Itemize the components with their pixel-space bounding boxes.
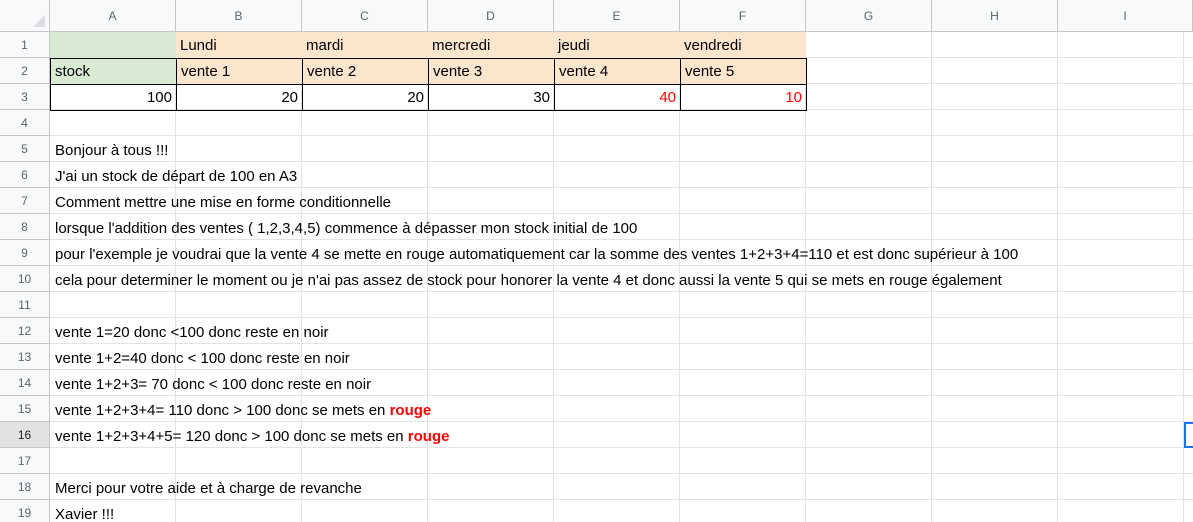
row-header[interactable]: 12	[0, 318, 50, 344]
cell-e2[interactable]: vente 4	[554, 58, 681, 85]
cell-a19[interactable]: Xavier !!!	[55, 505, 115, 522]
row-header[interactable]: 3	[0, 84, 50, 110]
row-header[interactable]: 7	[0, 188, 50, 214]
row-header-selected[interactable]: 16	[0, 422, 50, 448]
gridline	[50, 473, 1193, 474]
column-header-g[interactable]: G	[806, 0, 932, 32]
column-header-a[interactable]: A	[50, 0, 176, 32]
cell-a18[interactable]: Merci pour votre aide et à charge de revanche	[55, 479, 362, 497]
row-header[interactable]: 19	[0, 500, 50, 522]
cell-b3[interactable]: 20	[176, 84, 303, 111]
gridline	[50, 161, 1193, 162]
cell-a2[interactable]: stock	[50, 58, 177, 85]
row-header[interactable]: 1	[0, 32, 50, 58]
row-header[interactable]: 9	[0, 240, 50, 266]
cell-b1[interactable]: Lundi	[176, 32, 302, 58]
column-header-h[interactable]: H	[932, 0, 1058, 32]
row-header[interactable]: 2	[0, 58, 50, 84]
cell-a15[interactable]	[50, 397, 435, 423]
cell-a9[interactable]: pour l'exemple je voudrai que la vente 4 se mette en rouge automatiquement car la somme des ventes 1+2+3+4=110 et est donc supérieur à 100	[55, 245, 1019, 263]
active-cell-selection[interactable]	[1184, 422, 1193, 448]
select-all-corner[interactable]	[0, 0, 50, 32]
cell-f3[interactable]: 10	[680, 84, 807, 111]
cell-a15-red-text: rouge	[389, 401, 432, 419]
cell-a8[interactable]: lorsque l'addition des ventes ( 1,2,3,4,5) commence à dépasser mon stock initial de 100	[55, 219, 638, 237]
cell-a6[interactable]: J'ai un stock de départ de 100 en A3	[55, 167, 298, 185]
cell-a16-red-text: rouge	[407, 427, 450, 445]
cell-d3[interactable]: 30	[428, 84, 555, 111]
column-header-i[interactable]: I	[1058, 0, 1193, 32]
gridline	[50, 317, 1193, 318]
cell-f2[interactable]: vente 5	[680, 58, 807, 85]
row-header[interactable]: 8	[0, 214, 50, 240]
row-header[interactable]: 10	[0, 266, 50, 292]
row-header[interactable]: 6	[0, 162, 50, 188]
cell-a3[interactable]: 100	[50, 84, 177, 111]
cell-a1[interactable]	[50, 32, 176, 58]
cell-d2[interactable]: vente 3	[428, 58, 555, 85]
gridline	[1057, 32, 1058, 522]
column-header-f[interactable]: F	[680, 0, 806, 32]
row-header[interactable]: 18	[0, 474, 50, 500]
cell-e1[interactable]: jeudi	[554, 32, 680, 58]
gridline	[50, 135, 1193, 136]
row-header[interactable]: 13	[0, 344, 50, 370]
cell-f1[interactable]: vendredi	[680, 32, 806, 58]
cell-a14[interactable]: vente 1+2+3= 70 donc < 100 donc reste en noir	[55, 375, 372, 393]
cell-d1[interactable]: mercredi	[428, 32, 554, 58]
cell-a13[interactable]: vente 1+2=40 donc < 100 donc reste en noir	[55, 349, 350, 367]
cell-c3[interactable]: 20	[302, 84, 429, 111]
row-header[interactable]: 17	[0, 448, 50, 474]
row-header[interactable]: 11	[0, 292, 50, 318]
cell-a12[interactable]: vente 1=20 donc <100 donc reste en noir	[55, 323, 329, 341]
cell-a15-text: vente 1+2+3+4= 110 donc > 100 donc se mets en	[55, 401, 390, 419]
cell-b2[interactable]: vente 1	[176, 58, 303, 85]
cell-a7[interactable]: Comment mettre une mise en forme conditionnelle	[55, 193, 391, 211]
gridline	[1183, 32, 1184, 522]
row-header[interactable]: 15	[0, 396, 50, 422]
cell-a5[interactable]: Bonjour à tous !!!	[55, 141, 169, 159]
cell-e3[interactable]: 40	[554, 84, 681, 111]
cell-a16[interactable]	[50, 423, 453, 449]
row-header[interactable]: 14	[0, 370, 50, 396]
row-header[interactable]: 5	[0, 136, 50, 162]
cell-c1[interactable]: mardi	[302, 32, 428, 58]
column-header-e[interactable]: E	[554, 0, 680, 32]
cell-a10[interactable]: cela pour determiner le moment ou je n'ai pas assez de stock pour honorer la vente 4 et donc aussi la vente 5 qui se mets en rouge également	[55, 271, 1002, 289]
column-header-b[interactable]: B	[176, 0, 302, 32]
cell-c2[interactable]: vente 2	[302, 58, 429, 85]
cell-a16-text: vente 1+2+3+4+5= 120 donc > 100 donc se mets en	[55, 427, 408, 445]
column-header-c[interactable]: C	[302, 0, 428, 32]
column-header-d[interactable]: D	[428, 0, 554, 32]
row-header[interactable]: 4	[0, 110, 50, 136]
